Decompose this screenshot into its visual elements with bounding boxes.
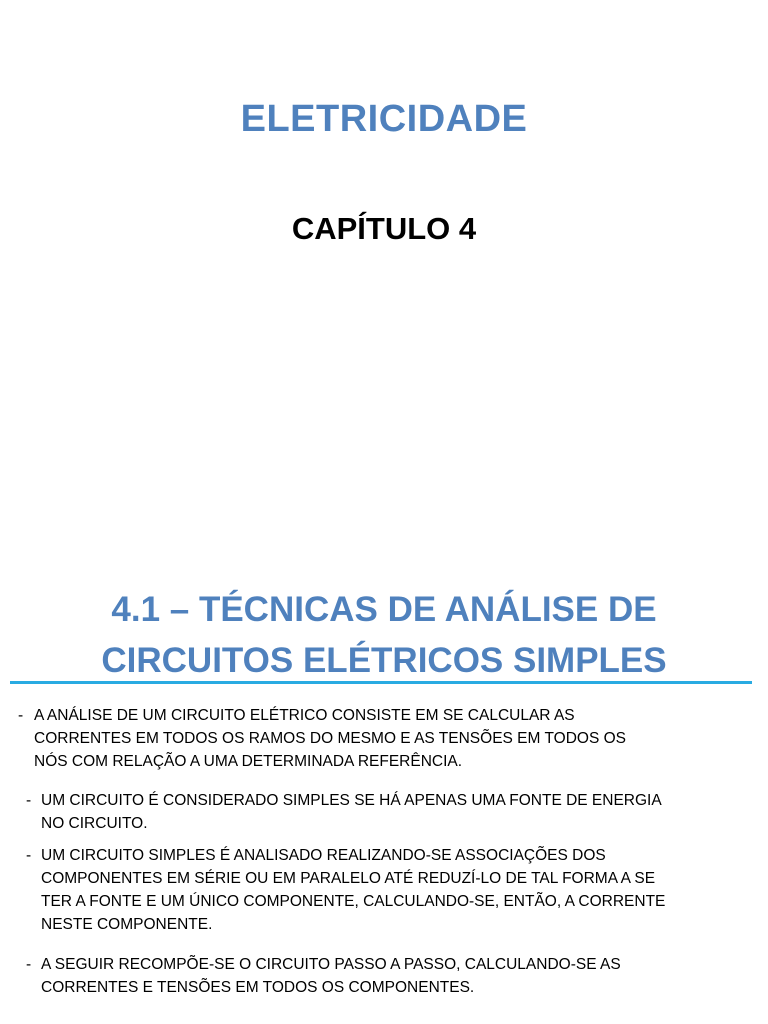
bullet-dash: -	[18, 707, 24, 724]
section-title-line-2: CIRCUITOS ELÉTRICOS SIMPLES	[101, 641, 667, 680]
bullet-item	[26, 844, 665, 936]
bullet-item	[26, 789, 662, 835]
bullet-text	[26, 953, 621, 999]
bullet-line: NESTE COMPONENTE.	[41, 916, 213, 933]
bullet-line: NO CIRCUITO.	[41, 815, 148, 832]
bullet-line: UM CIRCUITO SIMPLES É ANALISADO REALIZANDO-SE ASSOCIAÇÕES DOS	[41, 847, 606, 864]
section-title	[0, 584, 768, 686]
bullet-line: NÓS COM RELAÇÃO A UMA DETERMINADA REFERÊNCIA.	[34, 753, 463, 770]
bullet-text	[26, 844, 665, 936]
bullet-line: TER A FONTE E UM ÚNICO COMPONENTE, CALCULANDO-SE, ENTÃO, A CORRENTE	[41, 893, 666, 910]
slide-title: ELETRICIDADE	[240, 98, 528, 140]
bullet-line: COMPONENTES EM SÉRIE OU EM PARALELO ATÉ REDUZÍ-LO DE TAL FORMA A SE	[41, 870, 656, 887]
section-title-line-1: 4.1 – TÉCNICAS DE ANÁLISE DE	[111, 590, 657, 629]
bullet-item	[18, 704, 626, 773]
title-divider	[10, 681, 752, 684]
bullet-text	[26, 789, 662, 835]
bullet-line: A ANÁLISE DE UM CIRCUITO ELÉTRICO CONSISTE EM SE CALCULAR AS	[34, 707, 575, 724]
bullet-dash: -	[26, 792, 32, 809]
bullet-line: CORRENTES E TENSÕES EM TODOS OS COMPONENTES.	[41, 979, 475, 996]
chapter-subtitle: CAPÍTULO 4	[291, 211, 477, 246]
bullet-dash: -	[26, 847, 32, 864]
bullet-dash: -	[26, 956, 32, 973]
bullet-line: A SEGUIR RECOMPÕE-SE O CIRCUITO PASSO A PASSO, CALCULANDO-SE AS	[41, 956, 621, 973]
bullet-line: CORRENTES EM TODOS OS RAMOS DO MESMO E AS TENSÕES EM TODOS OS	[34, 730, 626, 747]
bullet-item	[26, 953, 621, 999]
bullet-line: UM CIRCUITO É CONSIDERADO SIMPLES SE HÁ APENAS UMA FONTE DE ENERGIA	[41, 792, 662, 809]
bullet-text	[18, 704, 626, 773]
